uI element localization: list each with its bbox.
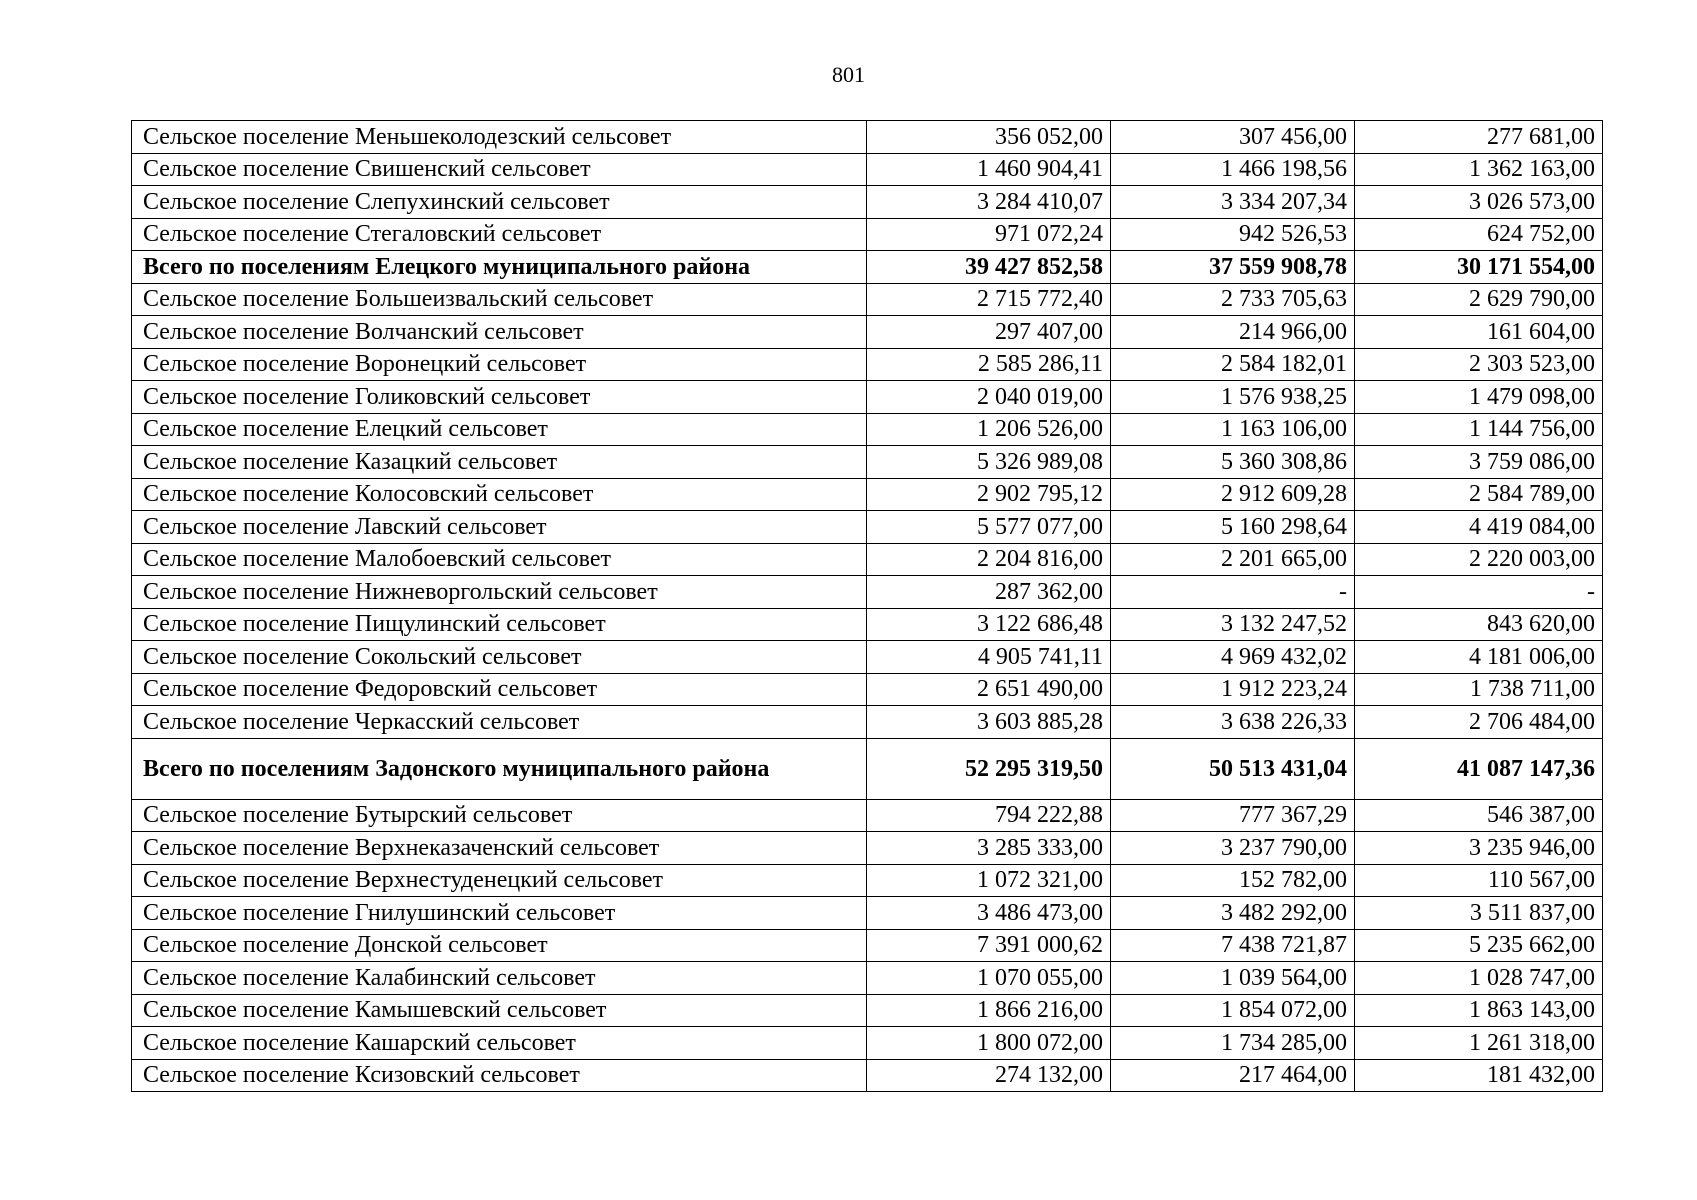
amount-cell-3: 181 432,00 xyxy=(1355,1059,1603,1092)
amount-cell-1: 1 866 216,00 xyxy=(867,994,1111,1027)
settlement-name-cell: Сельское поселение Меньшеколодезский сельсовет xyxy=(132,121,867,154)
amount-cell-2: 1 163 106,00 xyxy=(1111,413,1355,446)
amount-cell-3: 30 171 554,00 xyxy=(1355,251,1603,284)
amount-cell-1: 4 905 741,11 xyxy=(867,641,1111,674)
table-body xyxy=(132,121,1603,1092)
amount-cell-3: 2 220 003,00 xyxy=(1355,543,1603,576)
amount-cell-3: 3 235 946,00 xyxy=(1355,832,1603,865)
amount-cell-2: 1 039 564,00 xyxy=(1111,962,1355,995)
table-row xyxy=(132,413,1603,446)
amount-cell-1: 5 577 077,00 xyxy=(867,511,1111,544)
table-row xyxy=(132,543,1603,576)
amount-cell-3: 546 387,00 xyxy=(1355,799,1603,832)
settlement-name-cell: Сельское поселение Верхнестуденецкий сельсовет xyxy=(132,864,867,897)
amount-cell-3: 161 604,00 xyxy=(1355,316,1603,349)
amount-cell-3: 2 629 790,00 xyxy=(1355,283,1603,316)
settlement-name-cell: Сельское поселение Ксизовский сельсовет xyxy=(132,1059,867,1092)
amount-cell-1: 1 070 055,00 xyxy=(867,962,1111,995)
amount-cell-2: 307 456,00 xyxy=(1111,121,1355,154)
settlement-name-cell: Сельское поселение Воронецкий сельсовет xyxy=(132,348,867,381)
table-row xyxy=(132,283,1603,316)
amount-cell-3: 3 026 573,00 xyxy=(1355,186,1603,219)
amount-cell-1: 297 407,00 xyxy=(867,316,1111,349)
table-row xyxy=(132,218,1603,251)
amount-cell-3: 1 144 756,00 xyxy=(1355,413,1603,446)
amount-cell-1: 2 651 490,00 xyxy=(867,673,1111,706)
amount-cell-3: 4 419 084,00 xyxy=(1355,511,1603,544)
amount-cell-3: 41 087 147,36 xyxy=(1355,738,1603,799)
settlement-name-cell: Сельское поселение Кашарский сельсовет xyxy=(132,1027,867,1060)
amount-cell-3: 110 567,00 xyxy=(1355,864,1603,897)
amount-cell-1: 3 284 410,07 xyxy=(867,186,1111,219)
settlement-name-cell: Сельское поселение Слепухинский сельсовет xyxy=(132,186,867,219)
amount-cell-1: 3 122 686,48 xyxy=(867,608,1111,641)
amount-cell-3: 843 620,00 xyxy=(1355,608,1603,641)
settlement-name-cell: Сельское поселение Гнилушинский сельсовет xyxy=(132,897,867,930)
amount-cell-3: 277 681,00 xyxy=(1355,121,1603,154)
settlement-name-cell: Сельское поселение Елецкий сельсовет xyxy=(132,413,867,446)
amount-cell-3: 4 181 006,00 xyxy=(1355,641,1603,674)
amount-cell-2: 214 966,00 xyxy=(1111,316,1355,349)
amount-cell-2: 7 438 721,87 xyxy=(1111,929,1355,962)
amount-cell-2: 2 201 665,00 xyxy=(1111,543,1355,576)
amount-cell-2: 5 360 308,86 xyxy=(1111,446,1355,479)
settlement-name-cell: Сельское поселение Казацкий сельсовет xyxy=(132,446,867,479)
amount-cell-3: 2 303 523,00 xyxy=(1355,348,1603,381)
amount-cell-2: 942 526,53 xyxy=(1111,218,1355,251)
settlement-name-cell: Сельское поселение Свишенский сельсовет xyxy=(132,153,867,186)
settlement-name-cell: Сельское поселение Стегаловский сельсовет xyxy=(132,218,867,251)
table-row xyxy=(132,641,1603,674)
settlement-name-cell: Сельское поселение Камышевский сельсовет xyxy=(132,994,867,1027)
amount-cell-3: 1 479 098,00 xyxy=(1355,381,1603,414)
page-number: 801 xyxy=(832,62,865,87)
amount-cell-1: 7 391 000,62 xyxy=(867,929,1111,962)
table-row xyxy=(132,478,1603,511)
settlement-name-cell: Сельское поселение Калабинский сельсовет xyxy=(132,962,867,995)
table-row xyxy=(132,994,1603,1027)
amount-cell-1: 274 132,00 xyxy=(867,1059,1111,1092)
settlement-name-cell: Сельское поселение Пищулинский сельсовет xyxy=(132,608,867,641)
table-row xyxy=(132,897,1603,930)
amount-cell-3: 1 028 747,00 xyxy=(1355,962,1603,995)
amount-cell-2: 1 854 072,00 xyxy=(1111,994,1355,1027)
settlement-name-cell: Всего по поселениям Задонского муниципального района xyxy=(132,738,867,799)
amount-cell-1: 794 222,88 xyxy=(867,799,1111,832)
amount-cell-2: 3 237 790,00 xyxy=(1111,832,1355,865)
amount-cell-2: 1 466 198,56 xyxy=(1111,153,1355,186)
amount-cell-1: 971 072,24 xyxy=(867,218,1111,251)
table-row xyxy=(132,706,1603,739)
table-row xyxy=(132,153,1603,186)
amount-cell-1: 2 204 816,00 xyxy=(867,543,1111,576)
amount-cell-1: 1 800 072,00 xyxy=(867,1027,1111,1060)
amount-cell-1: 39 427 852,58 xyxy=(867,251,1111,284)
settlement-name-cell: Сельское поселение Лавский сельсовет xyxy=(132,511,867,544)
amount-cell-1: 3 285 333,00 xyxy=(867,832,1111,865)
amount-cell-1: 287 362,00 xyxy=(867,576,1111,609)
amount-cell-3: 3 511 837,00 xyxy=(1355,897,1603,930)
settlement-name-cell: Сельское поселение Донской сельсовет xyxy=(132,929,867,962)
amount-cell-2: - xyxy=(1111,576,1355,609)
amount-cell-2: 152 782,00 xyxy=(1111,864,1355,897)
amount-cell-2: 50 513 431,04 xyxy=(1111,738,1355,799)
amount-cell-2: 3 132 247,52 xyxy=(1111,608,1355,641)
table-row xyxy=(132,316,1603,349)
amount-cell-2: 1 912 223,24 xyxy=(1111,673,1355,706)
table-row xyxy=(132,1059,1603,1092)
settlement-name-cell: Сельское поселение Федоровский сельсовет xyxy=(132,673,867,706)
table-row xyxy=(132,832,1603,865)
total-row xyxy=(132,738,1603,799)
amount-cell-3: 1 738 711,00 xyxy=(1355,673,1603,706)
amount-cell-1: 2 715 772,40 xyxy=(867,283,1111,316)
amount-cell-2: 37 559 908,78 xyxy=(1111,251,1355,284)
amount-cell-2: 3 334 207,34 xyxy=(1111,186,1355,219)
table-row xyxy=(132,576,1603,609)
table-row xyxy=(132,121,1603,154)
amount-cell-3: 5 235 662,00 xyxy=(1355,929,1603,962)
amount-cell-1: 1 206 526,00 xyxy=(867,413,1111,446)
amount-cell-3: 2 706 484,00 xyxy=(1355,706,1603,739)
table-row xyxy=(132,381,1603,414)
amount-cell-1: 52 295 319,50 xyxy=(867,738,1111,799)
amount-cell-2: 777 367,29 xyxy=(1111,799,1355,832)
table-row xyxy=(132,962,1603,995)
amount-cell-1: 2 040 019,00 xyxy=(867,381,1111,414)
amount-cell-1: 5 326 989,08 xyxy=(867,446,1111,479)
amount-cell-3: - xyxy=(1355,576,1603,609)
table-row xyxy=(132,673,1603,706)
amount-cell-3: 1 261 318,00 xyxy=(1355,1027,1603,1060)
amount-cell-2: 3 638 226,33 xyxy=(1111,706,1355,739)
table-row xyxy=(132,864,1603,897)
amount-cell-1: 3 486 473,00 xyxy=(867,897,1111,930)
amount-cell-2: 3 482 292,00 xyxy=(1111,897,1355,930)
amount-cell-2: 1 734 285,00 xyxy=(1111,1027,1355,1060)
amount-cell-2: 4 969 432,02 xyxy=(1111,641,1355,674)
amount-cell-3: 3 759 086,00 xyxy=(1355,446,1603,479)
amount-cell-1: 1 460 904,41 xyxy=(867,153,1111,186)
amount-cell-1: 356 052,00 xyxy=(867,121,1111,154)
amount-cell-2: 1 576 938,25 xyxy=(1111,381,1355,414)
table-row xyxy=(132,511,1603,544)
amount-cell-2: 2 912 609,28 xyxy=(1111,478,1355,511)
table-row xyxy=(132,608,1603,641)
amount-cell-1: 3 603 885,28 xyxy=(867,706,1111,739)
settlement-name-cell: Сельское поселение Верхнеказаченский сельсовет xyxy=(132,832,867,865)
amount-cell-1: 1 072 321,00 xyxy=(867,864,1111,897)
amount-cell-2: 2 733 705,63 xyxy=(1111,283,1355,316)
amount-cell-2: 5 160 298,64 xyxy=(1111,511,1355,544)
amount-cell-2: 217 464,00 xyxy=(1111,1059,1355,1092)
table-row xyxy=(132,929,1603,962)
settlement-name-cell: Сельское поселение Сокольский сельсовет xyxy=(132,641,867,674)
settlement-name-cell: Сельское поселение Большеизвальский сельсовет xyxy=(132,283,867,316)
amount-cell-3: 624 752,00 xyxy=(1355,218,1603,251)
amount-cell-3: 1 362 163,00 xyxy=(1355,153,1603,186)
budget-table xyxy=(131,120,1603,1092)
settlement-name-cell: Сельское поселение Колосовский сельсовет xyxy=(132,478,867,511)
amount-cell-1: 2 902 795,12 xyxy=(867,478,1111,511)
amount-cell-1: 2 585 286,11 xyxy=(867,348,1111,381)
settlement-name-cell: Сельское поселение Нижневоргольский сельсовет xyxy=(132,576,867,609)
table-row xyxy=(132,348,1603,381)
total-row xyxy=(132,251,1603,284)
table-row xyxy=(132,799,1603,832)
settlement-name-cell: Всего по поселениям Елецкого муниципального района xyxy=(132,251,867,284)
amount-cell-3: 2 584 789,00 xyxy=(1355,478,1603,511)
settlement-name-cell: Сельское поселение Черкасский сельсовет xyxy=(132,706,867,739)
settlement-name-cell: Сельское поселение Бутырский сельсовет xyxy=(132,799,867,832)
table-row xyxy=(132,1027,1603,1060)
amount-cell-2: 2 584 182,01 xyxy=(1111,348,1355,381)
settlement-name-cell: Сельское поселение Малобоевский сельсовет xyxy=(132,543,867,576)
settlement-name-cell: Сельское поселение Голиковский сельсовет xyxy=(132,381,867,414)
table-row xyxy=(132,446,1603,479)
amount-cell-3: 1 863 143,00 xyxy=(1355,994,1603,1027)
table-row xyxy=(132,186,1603,219)
settlement-name-cell: Сельское поселение Волчанский сельсовет xyxy=(132,316,867,349)
